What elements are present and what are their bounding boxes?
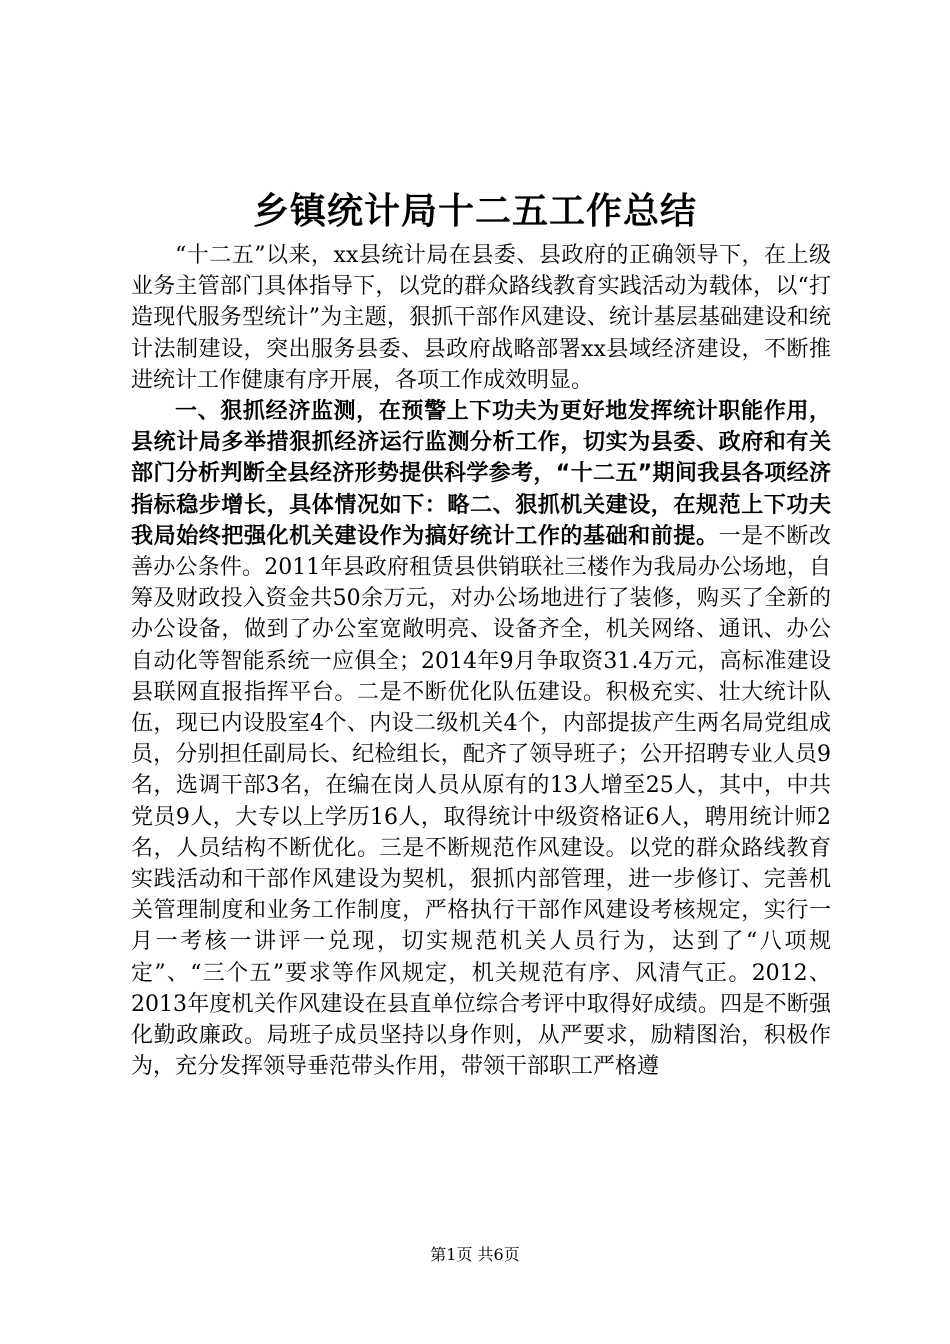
section-body-text: 一是不断改善办公条件。2011年县政府租赁县供销联社三楼作为我局办公场地，自筹及财政投入资金共50余万元，对办公场地进行了装修，购买了全新的办公设备，做到了办公室宽敞明亮、设备齐全，机关网络、通讯、办公自动化等智能系统一应俱全；2014年9月争取资31.4万元，高标准建设县联网直报指挥平台。二是不断优化队伍建设。积极充实、壮大统计队伍，现已内设股室4个、内设二级机关4个，内部提拔产生两名局党组成员，分别担任副局长、纪检组长，配齐了领导班子；公开招聘专业人员9名，选调干部3名，在编在岗人员从原有的13人增至25人，其中，中共党员9人，大专以上学历16人，取得统计中级资格证6人，聘用统计师2名，人员结构不断优化。三是不断规范作风建设。以党的群众路线教育实践活动和干部作风建设为契机，狠抓内部管理，进一步修订、完善机关管理制度和业务工作制度，严格执行干部作风建设考核规定，实行一月一考核一讲评一兑现，切实规范机关人员行为，达到了“八项规定”、“三个五”要求等作风规定，机关规范有序、风清气正。2012、2013年度机关作风建设在县直单位综合考评中取得好成绩。四是不断强化勤政廉政。局班子成员坚持以身作则，从严要求，励精图治，积极作为，充分发挥领导垂范带头作用，带领干部职工严格遵: [131, 523, 831, 1080]
page-footer: 第1页 共6页: [430, 1245, 520, 1264]
document-body: [131, 240, 831, 1082]
intro-paragraph: “十二五”以来，xx县统计局在县委、县政府的正确领导下，在上级业务主管部门具体指导下，以党的群众路线教育实践活动为载体，以“打造现代服务型统计”为主题，狠抓干部作风建设、统计基层基础建设和统计法制建设，突出服务县委、县政府战略部署xx县域经济建设，不断推进统计工作健康有序开展，各项工作成效明显。: [131, 243, 831, 393]
section-heading-text: 一、狠抓经济监测，在预警上下功夫为更好地发挥统计职能作用，县统计局多举措狠抓经济运行监测分析工作，切实为县委、政府和有关部门分析判断全县经济形势提供科学参考，“十二五”期间我县各项经济指标稳步增长，具体情况如下：略二、狠抓机关建设，在规范上下功夫我局始终把强化机关建设作为搞好统计工作的基础和前提。: [131, 399, 831, 549]
section-paragraph: [131, 396, 831, 1082]
document-title: 乡镇统计局十二五工作总结: [252, 190, 697, 232]
